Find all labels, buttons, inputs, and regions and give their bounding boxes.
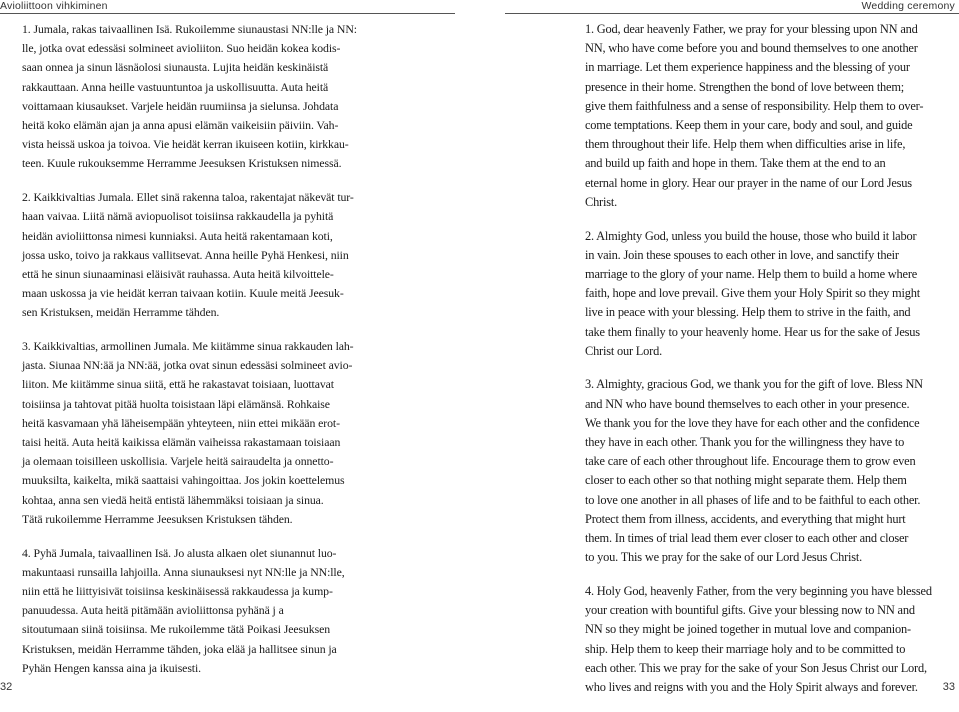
prayer-line: toisiinsa ja tahtovat pitää huolta toisistaan läpi elämänsä. Rohkaise [22,396,330,411]
prayer-line: 4. Holy God, heavenly Father, from the very beginning you have blessed [585,583,932,598]
prayer-line: vista heissä uskoa ja toivoa. Vie heidät kerran ikuiseen kotiin, kirkkau- [22,137,349,152]
finnish-column [22,20,405,693]
prayer-line: 1. Jumala, rakas taivaallinen Isä. Rukoilemme siunaustasi NN:lle ja NN: [22,22,357,36]
prayer-line: them. In times of trial lead them ever closer to each other and closer [585,531,909,546]
prayer-line: ship. Help them to keep their marriage holy and to be committed to [585,641,906,656]
prayer-line: 2. Almighty God, unless you build the house, those who build it labor [585,228,917,243]
prayer-line: heitä kasvamaan yhä läheisempään yhteyteen, niin ettei mikään erot- [22,415,340,430]
header-rule-right [505,13,959,14]
running-header-right: Wedding ceremony [861,0,955,12]
prayer-line: Protect them from illness, accidents, and everything that might hurt [585,511,906,526]
prayer-line: taisi heitä. Auta heitä kaikissa elämän vaiheissa rakastamaan toisiaan [22,435,341,450]
prayer-line: eternal home in glory. Hear our prayer in the name of our Lord Jesus [585,175,912,190]
prayer-line: each other. This we pray for the sake of your Son Jesus Christ our Lord, [585,660,927,675]
header-rule-left [0,13,455,14]
finnish-prayer-3 [22,337,405,529]
prayer-line: Christ. [585,194,617,209]
prayer-line: heidän avioliittonsa nimesi kunniaksi. Auta heitä rakentamaan koti, [22,228,333,243]
prayer-line: liiton. Me kiitämme sinua siitä, että he rakastavat toisiaan, luottavat [22,377,334,392]
prayer-line: saan onnea ja sinun läsnäolosi siunausta. Lujita heidän keskinäistä [22,60,329,75]
running-header-left: Avioliittoon vihkiminen [0,0,108,12]
prayer-line: take care of each other throughout life. Encourage them to grow even [585,454,916,469]
prayer-line: Christ our Lord. [585,343,662,358]
prayer-line: 3. Kaikkivaltias, armollinen Jumala. Me kiitämme sinua rakkauden lah- [22,339,354,354]
page-number-left: 32 [0,681,13,693]
finnish-prayer-2 [22,188,405,322]
prayer-line: give them faithfulness and a sense of responsibility. Help them to over- [585,98,924,113]
prayer-line: rakkauttaan. Anna heille vastuuntuntoa ja uskollisuutta. Auta heitä [22,79,329,94]
prayer-line: 1. God, dear heavenly Father, we pray for your blessing upon NN and [585,22,918,36]
english-prayer-3 [585,375,952,567]
english-prayer-2 [585,227,952,361]
prayer-line: 4. Pyhä Jumala, taivaallinen Isä. Jo alusta alkaen olet siunannut luo- [22,545,337,560]
prayer-line: marriage to the glory of your name. Help them to build a home where [585,266,918,281]
prayer-line: haan vaivaa. Liitä nämä aviopuolisot toisiinsa rakkaudella ja pyhitä [22,209,334,224]
prayer-line: your creation with bountiful gifts. Give your blessing now to NN and [585,603,915,618]
prayer-line: and NN who have bound themselves to each other in your presence. [585,396,910,411]
prayer-line: in marriage. Let them experience happiness and the blessing of your [585,60,910,75]
prayer-line: sen Kristuksen, meidän Herramme tähden. [22,305,220,320]
prayer-line: muuksilta, kaikelta, mikä saattaisi vahingoittaa. Jos jokin koettelemus [22,473,345,488]
prayer-line: jossa usko, toivo ja rakkaus vallitsevat. Anna heille Pyhä Henkesi, niin [22,247,349,262]
prayer-line: presence in their home. Strengthen the bond of love between them; [585,79,905,94]
prayer-line: to love one another in all phases of life and to be faithful to each other. [585,492,921,507]
prayer-line: että he sinun siunaaminasi eläisivät rauhassa. Auta heitä kilvoittele- [22,266,334,281]
prayer-line: take them finally to your heavenly home. Hear us for the sake of Jesus [585,324,920,339]
prayer-line: who lives and reigns with you and the Holy Spirit always and forever. [585,680,918,694]
prayer-line: and build up faith and hope in them. Take them at the end to an [585,156,886,171]
prayer-line: NN so they might be joined together in mutual love and companion- [585,622,911,637]
english-prayer-4 [585,582,952,697]
prayer-line: niin että he liittyisivät toisiinsa keskinäisessä rakkaudessa ja kump- [22,583,333,598]
prayer-line: sitoutumaan siinä toisiinsa. Me rukoilemme tätä Poikasi Jeesuksen [22,622,331,637]
prayer-line: maan uskossa ja vie heidät kerran taivaan kotiin. Kuule meitä Jeesuk- [22,286,344,301]
finnish-prayer-4 [22,544,405,678]
prayer-line: Tätä rukoilemme Herramme Jeesuksen Kristuksen tähden. [22,511,293,526]
page-number-right: 33 [942,681,955,693]
prayer-line: closer to each other so that nothing might separate them. Help them [585,473,907,488]
prayer-line: they have in each other. Thank you for the willingness they have to [585,435,905,450]
prayer-line: kohtaa, anna sen viedä heitä entistä lähemmäksi toisiaan ja sinua. [22,492,324,507]
english-prayer-1 [585,20,952,212]
prayer-line: jasta. Siunaa NN:ää ja NN:ää, jotka ovat sinun edessäsi solmineet avio- [22,358,353,373]
prayer-line: them throughout their life. Help them when difficulties arise in life, [585,137,906,152]
prayer-line: panuudessa. Auta heitä pitämään avioliittonsa pyhänä j a [22,603,284,618]
prayer-line: come temptations. Keep them in your care, body and soul, and guide [585,118,913,133]
prayer-line: Pyhän Hengen kanssa aina ja ikuisesti. [22,660,202,675]
prayer-line: voittamaan kiusaukset. Varjele heidän ruumiinsa ja sielunsa. Johdata [22,98,339,113]
prayer-line: Kristuksen, meidän Herramme tähden, joka elää ja hallitsee sinun ja [22,641,337,656]
prayer-line: 2. Kaikkivaltias Jumala. Ellet sinä rakenna taloa, rakentajat näkevät tur- [22,190,354,205]
prayer-line: We thank you for the love they have for each other and the confidence [585,415,920,430]
prayer-line: to you. This we pray for the sake of our Lord Jesus Christ. [585,550,863,565]
prayer-line: in vain. Join these spouses to each other in love, and sanctify their [585,247,899,262]
prayer-line: makuntaasi runsailla lahjoilla. Anna siunauksesi nyt NN:lle ja NN:lle, [22,564,345,579]
prayer-line: 3. Almighty, gracious God, we thank you for the gift of love. Bless NN [585,377,923,392]
english-column [585,20,952,712]
prayer-line: heitä koko elämän ajan ja anna apusi elämän vaikeisiin päiviin. Vah- [22,118,339,133]
prayer-line: faith, hope and love prevail. Give them your Holy Spirit so they might [585,286,920,301]
prayer-line: ja olemaan toisilleen uskollisia. Varjele heitä sairaudelta ja onnetto- [22,454,334,469]
prayer-line: lle, jotka ovat edessäsi solmineet avioliiton. Suo heidän kokea kodis- [22,41,341,56]
prayer-line: teen. Kuule rukouksemme Herramme Jeesuksen Kristuksen nimessä. [22,156,342,171]
prayer-line: live in peace with your blessing. Help them to strive in the faith, and [585,305,911,320]
finnish-prayer-1 [22,20,405,174]
prayer-line: NN, who have come before you and bound themselves to one another [585,41,918,56]
